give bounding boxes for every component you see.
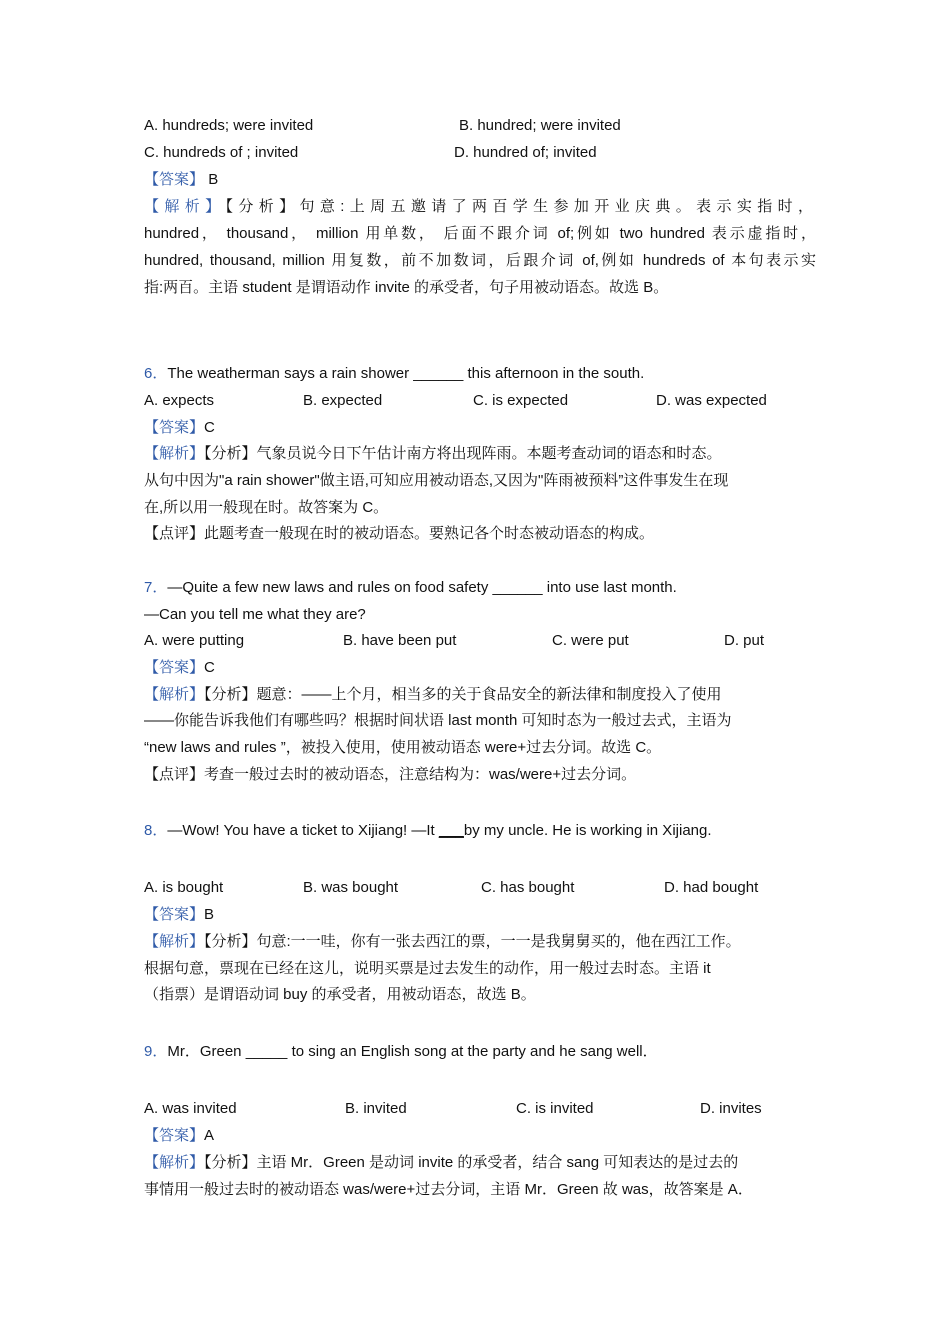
q8-option-c: C. has bought: [481, 879, 575, 896]
explanation-text: 【分析】句意:一一哇，你有一张去西江的票，一一是我舅舅买的，他在西江工作。: [204, 933, 741, 950]
q6-explanation-line-1: [144, 444, 722, 464]
q7-explanation-line-3: “new laws and rules ”，被投入使用，使用被动语态 were+过去分词。故选 C。: [144, 739, 662, 756]
answer-value: C: [204, 659, 215, 676]
question-number: 7．: [144, 579, 168, 596]
explanation-tag: 【解析】: [144, 198, 226, 215]
answer-tag: 【答案】: [144, 906, 205, 923]
answer-value: B: [208, 171, 219, 188]
q7-explanation-line-1: [144, 685, 722, 705]
answer-tag: 【答案】: [144, 419, 205, 436]
q7-option-b: B. have been put: [343, 632, 457, 649]
q8-explanation-line-1: [144, 932, 741, 952]
q5-explanation-line-1: [144, 197, 816, 217]
q7-option-a: A. were putting: [144, 632, 245, 649]
explanation-text: 【分析】题意：——上个月，相当多的关于食品安全的新法律和制度投入了使用: [204, 686, 722, 703]
q5-explanation-line-2: hundred， thousand， million 用单数， 后面不跟介词 of;例如 two hundred 表示虚指时，: [144, 225, 816, 242]
explanation-text: 【分析】主语 Mr．Green 是动词 invite 的承受者，结合 sang 可知表达的是过去的: [204, 1154, 739, 1171]
explanation-text: 句意:上周五邀请了两百学生参加开业庆典。表示实指时，: [299, 198, 816, 215]
answer-value: C: [204, 419, 215, 436]
explanation-tag: 【解析】: [144, 1154, 205, 1171]
analysis-tag: 【分析】: [225, 198, 300, 215]
q7-stem-line-2: —Can you tell me what they are?: [144, 606, 366, 623]
answer-tag: 【答案】: [144, 659, 205, 676]
q8-explanation-line-3: （指票）是谓语动词 buy 的承受者，用被动语态，故选 B。: [144, 986, 536, 1003]
answer-tag: 【答案】: [144, 1127, 205, 1144]
q8-option-b: B. was bought: [303, 879, 399, 896]
q6-option-a: A. expects: [144, 392, 215, 409]
q7-option-c: C. were put: [552, 632, 629, 649]
q6-stem: [144, 364, 644, 384]
q5-answer-line: [144, 170, 218, 190]
q9-option-d: D. invites: [700, 1100, 762, 1117]
answer-value: A: [204, 1127, 215, 1144]
q8-option-d: D. had bought: [664, 879, 759, 896]
question-text: The weatherman says a rain shower ______ this afternoon in the south.: [167, 365, 645, 382]
q5-option-c: C. hundreds of ; invited: [144, 144, 299, 161]
q5-explanation-line-4: 指:两百。主语 student 是谓语动作 invite 的承受者，句子用被动语态。故选 B。: [144, 279, 669, 296]
explanation-tag: 【解析】: [144, 445, 205, 462]
answer-tag: 【答案】: [144, 171, 205, 188]
answer-value: B: [204, 906, 215, 923]
q7-stem-line-1: [144, 578, 677, 598]
question-number: 8．: [144, 822, 168, 839]
q6-explanation-line-3: 在,所以用一般现在时。故答案为 C。: [144, 499, 389, 516]
q9-option-b: B. invited: [345, 1100, 407, 1117]
q8-stem: [144, 821, 712, 841]
q8-explanation-line-2: 根据句意，票现在已经在这儿，说明买票是过去发生的动作，用一般过去时态。主语 it: [144, 960, 711, 977]
q9-option-a: A. was invited: [144, 1100, 237, 1117]
q5-option-b: B. hundred; were invited: [459, 117, 621, 134]
question-number: 9．: [144, 1043, 168, 1060]
explanation-tag: 【解析】: [144, 686, 205, 703]
q9-explanation-line-1: [144, 1153, 738, 1173]
q6-explanation-line-2: 从句中因为"a rain shower"做主语,可知应用被动语态,又因为"阵雨被预料”这件事发生在现: [144, 472, 729, 489]
q8-answer-line: [144, 905, 214, 925]
q8-option-a: A. is bought: [144, 879, 224, 896]
q6-option-c: C. is expected: [473, 392, 569, 409]
q6-option-d: D. was expected: [656, 392, 767, 409]
question-text: —Wow! You have a ticket to Xijiang! —It: [167, 822, 439, 839]
q7-option-d: D. put: [724, 632, 765, 649]
answer-blank: ___: [438, 822, 464, 839]
question-text: Mr．Green _____ to sing an English song at the party and he sang well．: [167, 1043, 658, 1060]
explanation-text: 【分析】气象员说今日下午估计南方将出现阵雨。本题考查动词的语态和时态。: [204, 445, 722, 462]
q9-stem: [144, 1042, 658, 1062]
q5-option-a: A. hundreds; were invited: [144, 117, 314, 134]
q5-option-d: D. hundred of; invited: [454, 144, 597, 161]
q9-answer-line: [144, 1126, 214, 1146]
explanation-tag: 【解析】: [144, 933, 205, 950]
question-number: 6．: [144, 365, 168, 382]
question-text: —Quite a few new laws and rules on food safety ______ into use last month.: [167, 579, 677, 596]
q6-answer-line: [144, 418, 215, 438]
q7-answer-line: [144, 658, 215, 678]
q6-comment: 【点评】此题考查一般现在时的被动语态。要熟记各个时态被动语态的构成。: [144, 525, 655, 542]
q9-explanation-line-2: 事情用一般过去时的被动语态 was/were+过去分词，主语 Mr．Green 故 was，故答案是 A．: [144, 1181, 753, 1198]
q6-option-b: B. expected: [303, 392, 383, 409]
q9-option-c: C. is invited: [516, 1100, 594, 1117]
q7-explanation-line-2: ——你能告诉我他们有哪些吗？根据时间状语 last month 可知时态为一般过去式，主语为: [144, 712, 732, 729]
q5-explanation-line-3: hundred, thousand, million 用复数，前不加数词，后跟介词 of,例如 hundreds of 本句表示实: [144, 252, 816, 269]
q7-comment: 【点评】考查一般过去时的被动语态，注意结构为：was/were+过去分词。: [144, 766, 637, 783]
question-text-end: by my uncle. He is working in Xijiang.: [463, 822, 712, 839]
